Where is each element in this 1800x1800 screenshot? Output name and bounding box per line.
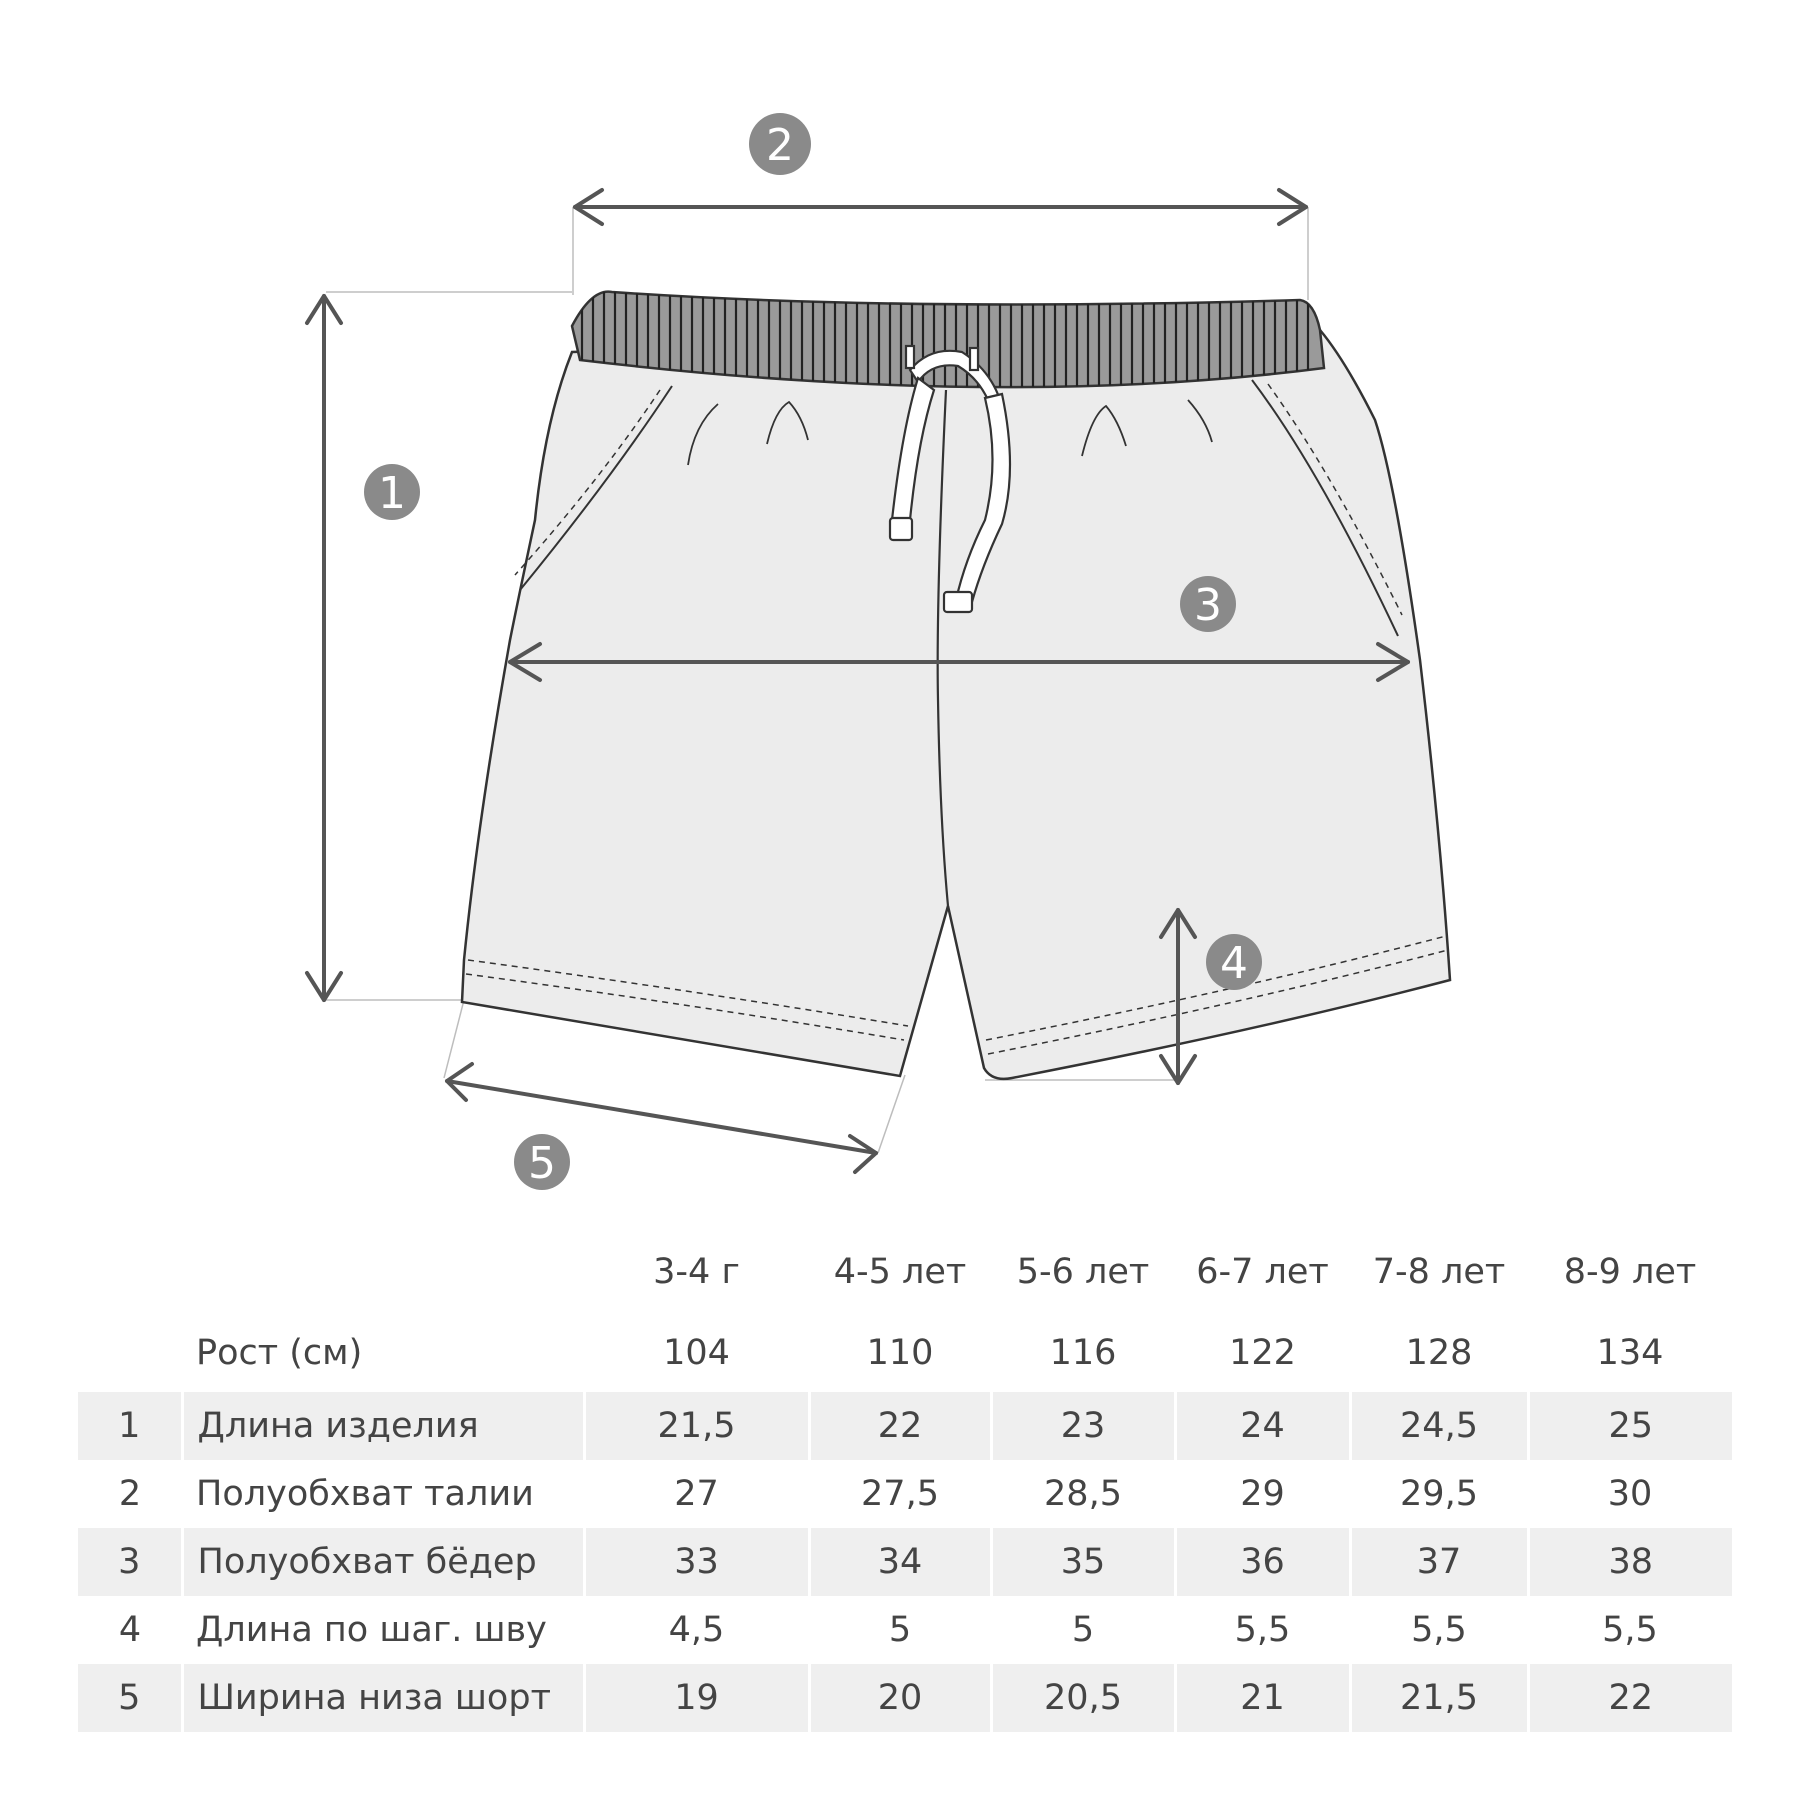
table-row — [78, 1664, 1732, 1732]
table-cell: 5 — [888, 1610, 912, 1650]
row-number: 2 — [118, 1474, 142, 1514]
shorts-garment — [462, 280, 1450, 1079]
row-label: Длина изделия — [182, 1392, 584, 1460]
table-cell: 22 — [1528, 1664, 1732, 1732]
table-row — [78, 1460, 1732, 1528]
size-header: 8-9 лет — [1563, 1252, 1697, 1292]
size-header: 5-6 лет — [1016, 1252, 1150, 1292]
height-label: Рост (см) — [196, 1333, 363, 1373]
table-cell: 38 — [1528, 1528, 1732, 1596]
badge-4 — [1206, 934, 1262, 990]
size-header: 4-5 лет — [833, 1252, 967, 1292]
table-row — [78, 1392, 1732, 1460]
table-cell: 21,5 — [584, 1392, 809, 1460]
table-cell: 21 — [1175, 1664, 1350, 1732]
height-value: 110 — [866, 1333, 934, 1373]
table-cell: 29,5 — [1400, 1474, 1478, 1514]
table-cell: 27,5 — [861, 1474, 939, 1514]
height-row — [78, 1314, 1732, 1392]
table-cell: 21,5 — [1350, 1664, 1528, 1732]
table-cell: 23 — [991, 1392, 1175, 1460]
table-cell: 33 — [584, 1528, 809, 1596]
table-cell: 5,5 — [1411, 1610, 1467, 1650]
svg-text:3: 3 — [1194, 580, 1222, 631]
row-number: 3 — [78, 1528, 182, 1596]
table-cell: 37 — [1350, 1528, 1528, 1596]
table-cell: 24 — [1175, 1392, 1350, 1460]
badge-5 — [514, 1134, 570, 1190]
table-cell: 5,5 — [1234, 1610, 1291, 1650]
table-cell: 20 — [809, 1664, 991, 1732]
row-number: 4 — [118, 1610, 142, 1650]
row-label: Полуобхват талии — [196, 1474, 534, 1514]
table-cell: 29 — [1240, 1474, 1285, 1514]
table-cell: 34 — [809, 1528, 991, 1596]
height-value: 104 — [663, 1333, 730, 1373]
height-value: 128 — [1405, 1333, 1473, 1373]
table-cell: 28,5 — [1044, 1474, 1122, 1514]
table-row — [78, 1596, 1732, 1664]
table-cell: 36 — [1175, 1528, 1350, 1596]
table-cell: 20,5 — [991, 1664, 1175, 1732]
badge-3 — [1180, 576, 1236, 632]
table-row — [78, 1528, 1732, 1596]
size-header: 7-8 лет — [1372, 1252, 1506, 1292]
svg-text:2: 2 — [766, 120, 794, 171]
table-cell: 5,5 — [1602, 1610, 1658, 1650]
table-cell: 30 — [1607, 1474, 1653, 1514]
height-value: 122 — [1229, 1333, 1296, 1373]
table-cell: 19 — [584, 1664, 809, 1732]
row-label: Полуобхват бёдер — [182, 1528, 584, 1596]
row-number: 1 — [78, 1392, 182, 1460]
arrow-waist — [575, 190, 1306, 224]
row-label: Длина по шаг. шву — [196, 1610, 547, 1650]
height-value: 116 — [1049, 1333, 1117, 1373]
table-cell: 35 — [991, 1528, 1175, 1596]
table-cell: 5 — [1071, 1610, 1095, 1650]
arrow-hem-width — [447, 1064, 876, 1172]
arrow-length — [307, 296, 341, 1000]
table-cell: 25 — [1528, 1392, 1732, 1460]
row-label: Ширина низа шорт — [182, 1664, 584, 1732]
table-cell: 22 — [809, 1392, 991, 1460]
shorts-body — [462, 330, 1450, 1079]
height-value: 134 — [1596, 1333, 1664, 1373]
badge-1 — [364, 464, 420, 520]
svg-text:4: 4 — [1220, 938, 1248, 989]
table-cell: 4,5 — [668, 1610, 725, 1650]
row-number: 5 — [78, 1664, 182, 1732]
table-cell: 27 — [674, 1474, 719, 1514]
size-header: 6-7 лет — [1196, 1252, 1329, 1292]
table-cell: 24,5 — [1350, 1392, 1528, 1460]
size-header-row — [78, 1230, 1732, 1314]
badge-2 — [749, 113, 811, 175]
size-header: 3-4 г — [653, 1252, 740, 1292]
svg-text:5: 5 — [528, 1138, 556, 1189]
size-chart-table — [78, 1230, 1732, 1732]
svg-text:1: 1 — [378, 468, 406, 519]
